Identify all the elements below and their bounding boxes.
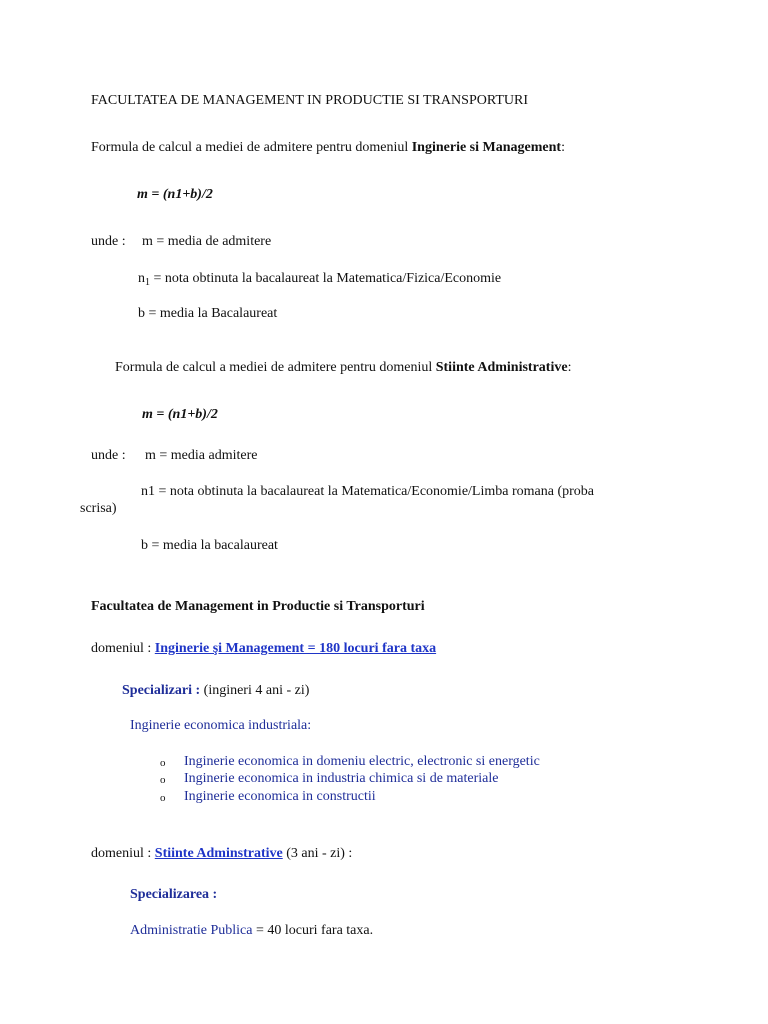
m-definition-2: m = media admitere <box>145 448 258 463</box>
specializari-label: Specializari : <box>122 683 201 698</box>
colon: : <box>567 360 572 375</box>
page-heading-text: FACULTATEA DE MANAGEMENT IN PRODUCTIE SI TRANSPORTURI <box>91 93 528 108</box>
public-administration-seats: = 40 locuri fara taxa. <box>252 923 374 938</box>
formula-intro-text: Formula de calcul a mediei de admitere pentru domeniul <box>115 360 436 375</box>
administrative-sciences-link[interactable]: Stiinte Adminstrative <box>154 846 283 861</box>
formula-administrative: m = (n1+b)/2 <box>142 407 218 422</box>
formula-intro-engineering <box>91 139 565 156</box>
industrial-economic-engineering-heading: Inginerie economica industriala: <box>130 718 312 733</box>
public-administration-line <box>130 922 373 939</box>
faculty-title-text: Facultatea de Management in Productie si Transporturi <box>91 599 425 614</box>
domain-line-engineering <box>91 640 436 657</box>
b-definition-1: b = media la Bacalaureat <box>138 306 278 321</box>
list-item: Inginerie economica in industria chimica si de materiale <box>184 771 499 786</box>
m-definition-1: m = media de admitere <box>142 234 272 249</box>
page-heading <box>91 92 528 109</box>
faculty-title <box>91 598 425 615</box>
n1-symbol: n <box>138 271 145 286</box>
domain-name-administrative: Stiinte Administrative <box>435 360 568 375</box>
bullet-icon: o <box>160 774 166 786</box>
bullet-icon: o <box>160 792 166 804</box>
public-administration-name: Administratie Publica <box>130 923 253 938</box>
specializari-note: (ingineri 4 ani - zi) <box>200 683 310 698</box>
colon: : <box>561 140 565 155</box>
formula-intro-administrative <box>115 359 571 376</box>
domain-name-engineering: Inginerie si Management <box>411 140 562 155</box>
bullet-icon: o <box>160 757 166 769</box>
unde-label-1: unde : <box>91 234 126 249</box>
b-definition-2: b = media la bacalaureat <box>141 538 278 553</box>
list-item: Inginerie economica in domeniu electric, electronic si energetic <box>184 754 540 769</box>
formula-engineering: m = (n1+b)/2 <box>137 187 213 202</box>
n1-definition-text: = nota obtinuta la bacalaureat la Matematica/Fizica/Economie <box>150 271 502 286</box>
n1-definition-2: n1 = nota obtinuta la bacalaureat la Matematica/Economie/Limba romana (proba <box>141 484 594 499</box>
domain-line-administrative <box>91 845 352 862</box>
engineering-management-link[interactable]: Inginerie şi Management = 180 locuri fara taxa <box>154 641 437 656</box>
n1-subscript: 1 <box>145 277 150 288</box>
domeniul-label: domeniul : <box>91 846 155 861</box>
n1-definition-2-continued: scrisa) <box>80 501 117 516</box>
domeniul-label: domeniul : <box>91 641 155 656</box>
formula-intro-text: Formula de calcul a mediei de admitere pentru domeniul <box>91 140 412 155</box>
domain2-note: (3 ani - zi) : <box>282 846 353 861</box>
specializarea-label: Specializarea : <box>130 887 218 902</box>
unde-label-2: unde : <box>91 448 126 463</box>
specializari-line <box>122 682 309 699</box>
n1-definition-1 <box>138 270 501 291</box>
list-item: Inginerie economica in constructii <box>184 789 376 804</box>
